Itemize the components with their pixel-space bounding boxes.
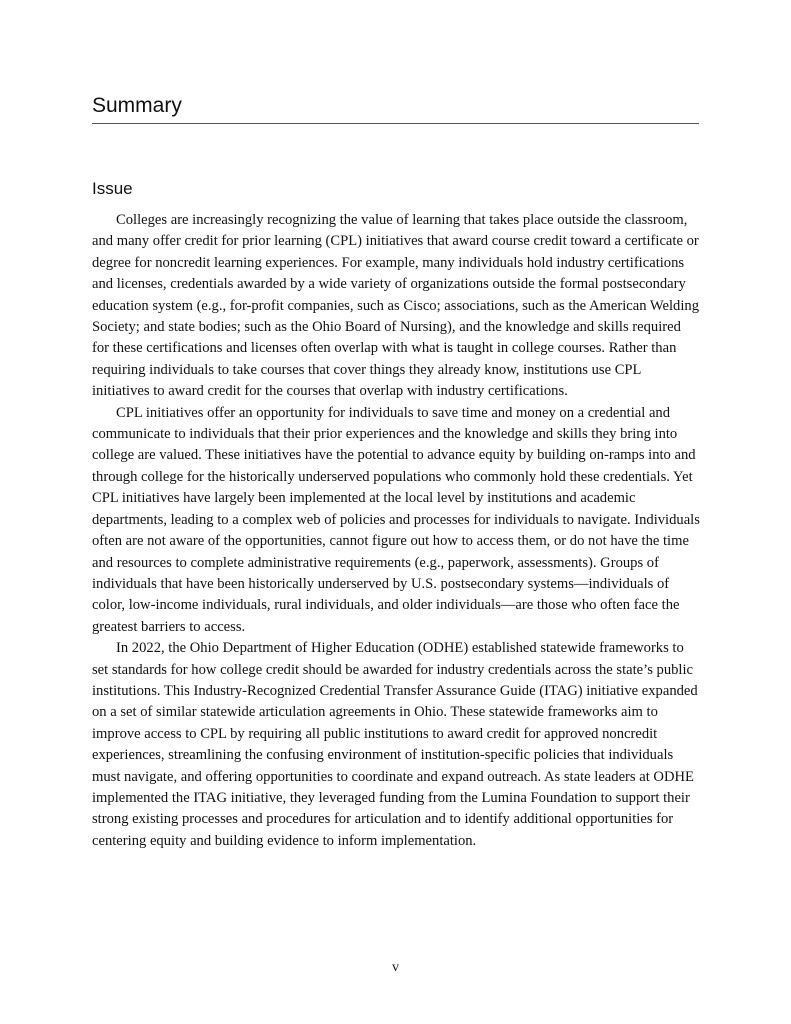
section-heading-issue: Issue — [92, 179, 133, 198]
page-number: v — [392, 960, 399, 975]
issue-body — [92, 210, 700, 852]
page-title: Summary — [92, 94, 182, 117]
paragraph-3: In 2022, the Ohio Department of Higher Education (ODHE) established statewide frameworks to set standards for how college credit should be awarded for industry credentials across the state’s public institutions. This Industry-Recognized Credential Transfer Assurance Guide (ITAG) initiative expanded on a set of similar statewide articulation agreements in Ohio. These statewide frameworks aim to improve access to CPL by requiring all public institutions to award credit for approved noncredit experiences, streamlining the confusing environment of institution-specific policies that individuals must navigate, and offering opportunities to coordinate and expand outreach. As state leaders at ODHE implemented the ITAG initiative, they leveraged funding from the Lumina Foundation to support their strong existing processes and procedures for articulation and to identify additional opportunities for centering equity and building evidence to inform implementation. — [92, 640, 698, 849]
paragraph-1: Colleges are increasingly recognizing the value of learning that takes place outside the classroom, and many offer credit for prior learning (CPL) initiatives that award course credit toward a certificate or degree for noncredit learning experiences. For example, many individuals hold industry certifications and licenses, credentials awarded by a wide variety of organizations outside the formal postsecondary education system (e.g., for-profit companies, such as Cisco; associations, such as the American Welding Society; and state bodies; such as the Ohio Board of Nursing), and the knowledge and skills required for these certifications and licenses often overlap with what is taught in college courses. Rather than requiring individuals to take courses that cover things they already know, institutions use CPL initiatives to award credit for the courses that overlap with industry certifications. — [92, 212, 700, 400]
title-divider — [92, 123, 699, 124]
paragraph-2: CPL initiatives offer an opportunity for individuals to save time and money on a credential and communicate to individuals that their prior experiences and the knowledge and skills they bring into college are valued. These initiatives have the potential to advance equity by building on-ramps into and through college for the historically underserved populations who commonly hold these credentials. Yet CPL initiatives have largely been implemented at the local level by institutions and academic departments, leading to a complex web of policies and processes for individuals to navigate. Individuals often are not aware of the opportunities, cannot figure out how to access them, or do not have the time and resources to complete administrative requirements (e.g., paperwork, assessments). Groups of individuals that have been historically underserved by U.S. postsecondary systems—individuals of color, low-income individuals, rural individuals, and older individuals—are those who often face the greatest barriers to access. — [92, 404, 700, 635]
